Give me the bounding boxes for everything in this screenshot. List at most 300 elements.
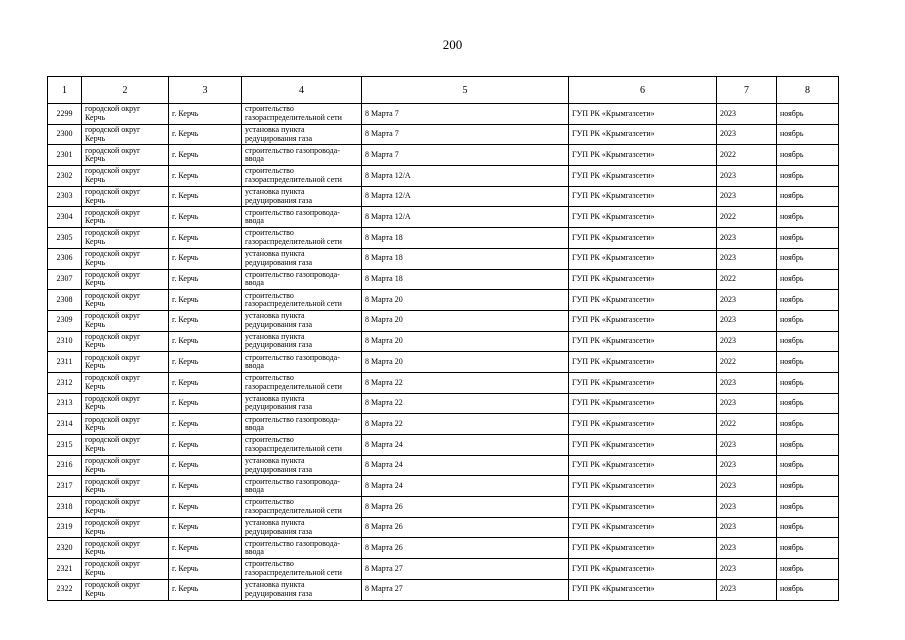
month-cell: ноябрь	[777, 331, 839, 352]
address-cell: 8 Марта 27	[362, 559, 569, 580]
work-type-cell-line: строительство	[245, 290, 294, 300]
municipality-cell-line: Керчь	[85, 526, 106, 536]
municipality-cell	[82, 228, 169, 249]
municipality-cell-line: Керчь	[85, 423, 106, 433]
table-row	[48, 269, 839, 290]
municipality-cell-line: городской округ	[85, 456, 141, 466]
municipality-cell-line: городской округ	[85, 580, 141, 590]
table-row	[48, 579, 839, 600]
address-cell: 8 Марта 27	[362, 579, 569, 600]
address-cell: 8 Марта 22	[362, 414, 569, 435]
month-cell: ноябрь	[777, 166, 839, 187]
municipality-cell-line: городской округ	[85, 476, 141, 486]
organization-cell: ГУП РК «Крымгазсети»	[569, 310, 717, 331]
work-type-cell-line: строительство	[245, 373, 294, 383]
municipality-cell	[82, 372, 169, 393]
city-cell: г. Керчь	[169, 517, 242, 538]
year-cell: 2023	[717, 290, 777, 311]
municipality-cell	[82, 104, 169, 125]
municipality-cell-line: городской округ	[85, 290, 141, 300]
table-row	[48, 124, 839, 145]
municipality-cell-line: городской округ	[85, 538, 141, 548]
municipality-cell	[82, 352, 169, 373]
municipality-cell	[82, 579, 169, 600]
organization-cell: ГУП РК «Крымгазсети»	[569, 476, 717, 497]
work-type-cell	[242, 104, 362, 125]
year-cell: 2023	[717, 476, 777, 497]
work-type-cell-line: редуцирования газа	[245, 319, 313, 329]
work-type-cell	[242, 455, 362, 476]
work-type-cell-line: строительство газопровода-	[245, 352, 340, 362]
municipality-cell-line: Керчь	[85, 319, 106, 329]
address-cell: 8 Марта 7	[362, 145, 569, 166]
municipality-cell-line: городской округ	[85, 373, 141, 383]
municipality-cell-line: городской округ	[85, 414, 141, 424]
work-type-cell-line: газораспределительной сети	[245, 381, 342, 391]
work-type-cell-line: газораспределительной сети	[245, 174, 342, 184]
municipality-cell	[82, 497, 169, 518]
work-type-cell-line: редуцирования газа	[245, 526, 313, 536]
address-cell: 8 Марта 7	[362, 104, 569, 125]
city-cell: г. Керчь	[169, 497, 242, 518]
work-type-cell	[242, 331, 362, 352]
municipality-cell	[82, 435, 169, 456]
work-type-cell-line: установка пункта	[245, 331, 305, 341]
municipality-cell	[82, 290, 169, 311]
work-type-cell-line: установка пункта	[245, 518, 305, 528]
table-row	[48, 310, 839, 331]
column-header: 4	[242, 77, 362, 104]
table-row	[48, 186, 839, 207]
work-type-cell	[242, 393, 362, 414]
municipality-cell	[82, 248, 169, 269]
work-type-cell-line: ввода	[245, 423, 264, 433]
work-type-cell-line: ввода	[245, 547, 264, 557]
month-cell: ноябрь	[777, 372, 839, 393]
month-cell: ноябрь	[777, 393, 839, 414]
month-cell: ноябрь	[777, 104, 839, 125]
organization-cell: ГУП РК «Крымгазсети»	[569, 269, 717, 290]
month-cell: ноябрь	[777, 497, 839, 518]
work-type-cell	[242, 414, 362, 435]
municipality-cell	[82, 124, 169, 145]
row-number: 2306	[48, 248, 82, 269]
organization-cell: ГУП РК «Крымгазсети»	[569, 579, 717, 600]
city-cell: г. Керчь	[169, 559, 242, 580]
year-cell: 2023	[717, 331, 777, 352]
work-type-cell	[242, 207, 362, 228]
row-number: 2301	[48, 145, 82, 166]
organization-cell: ГУП РК «Крымгазсети»	[569, 538, 717, 559]
table-row	[48, 517, 839, 538]
work-type-cell	[242, 352, 362, 373]
organization-cell: ГУП РК «Крымгазсети»	[569, 186, 717, 207]
column-header: 7	[717, 77, 777, 104]
table-body	[48, 104, 839, 601]
work-type-cell-line: строительство газопровода-	[245, 476, 340, 486]
municipality-cell-line: Керчь	[85, 443, 106, 453]
table-row	[48, 372, 839, 393]
work-type-cell-line: газораспределительной сети	[245, 567, 342, 577]
year-cell: 2022	[717, 145, 777, 166]
row-number: 2308	[48, 290, 82, 311]
address-cell: 8 Марта 24	[362, 476, 569, 497]
table-row	[48, 104, 839, 125]
municipality-cell-line: Керчь	[85, 567, 106, 577]
municipality-cell	[82, 559, 169, 580]
city-cell: г. Керчь	[169, 228, 242, 249]
work-type-cell-line: газораспределительной сети	[245, 112, 342, 122]
work-type-cell-line: строительство газопровода-	[245, 269, 340, 279]
work-type-cell-line: строительство	[245, 497, 294, 507]
address-cell: 8 Марта 12/А	[362, 166, 569, 187]
municipality-cell-line: Керчь	[85, 236, 106, 246]
year-cell: 2023	[717, 393, 777, 414]
city-cell: г. Керчь	[169, 290, 242, 311]
year-cell: 2023	[717, 186, 777, 207]
municipality-cell	[82, 538, 169, 559]
table-row	[48, 290, 839, 311]
work-type-cell	[242, 228, 362, 249]
address-cell: 8 Марта 24	[362, 455, 569, 476]
organization-cell: ГУП РК «Крымгазсети»	[569, 497, 717, 518]
organization-cell: ГУП РК «Крымгазсети»	[569, 372, 717, 393]
year-cell: 2023	[717, 166, 777, 187]
month-cell: ноябрь	[777, 290, 839, 311]
city-cell: г. Керчь	[169, 207, 242, 228]
month-cell: ноябрь	[777, 186, 839, 207]
register-table	[47, 76, 839, 601]
column-header: 5	[362, 77, 569, 104]
municipality-cell-line: городской округ	[85, 249, 141, 259]
work-type-cell-line: газораспределительной сети	[245, 505, 342, 515]
work-type-cell-line: газораспределительной сети	[245, 443, 342, 453]
table-row	[48, 538, 839, 559]
work-type-cell-line: строительство газопровода-	[245, 145, 340, 155]
row-number: 2303	[48, 186, 82, 207]
municipality-cell-line: Керчь	[85, 278, 106, 288]
city-cell: г. Керчь	[169, 331, 242, 352]
city-cell: г. Керчь	[169, 476, 242, 497]
municipality-cell	[82, 331, 169, 352]
work-type-cell-line: установка пункта	[245, 249, 305, 259]
city-cell: г. Керчь	[169, 414, 242, 435]
year-cell: 2023	[717, 455, 777, 476]
work-type-cell	[242, 145, 362, 166]
city-cell: г. Керчь	[169, 186, 242, 207]
organization-cell: ГУП РК «Крымгазсети»	[569, 228, 717, 249]
month-cell: ноябрь	[777, 310, 839, 331]
work-type-cell-line: ввода	[245, 278, 264, 288]
address-cell: 8 Марта 20	[362, 310, 569, 331]
municipality-cell-line: городской округ	[85, 104, 141, 114]
year-cell: 2023	[717, 435, 777, 456]
municipality-cell-line: Керчь	[85, 588, 106, 598]
row-number: 2319	[48, 517, 82, 538]
work-type-cell-line: строительство	[245, 435, 294, 445]
table-row	[48, 455, 839, 476]
address-cell: 8 Марта 12/А	[362, 207, 569, 228]
month-cell: ноябрь	[777, 414, 839, 435]
month-cell: ноябрь	[777, 228, 839, 249]
city-cell: г. Керчь	[169, 145, 242, 166]
table-row	[48, 228, 839, 249]
work-type-cell	[242, 124, 362, 145]
table-row	[48, 414, 839, 435]
table-row	[48, 248, 839, 269]
organization-cell: ГУП РК «Крымгазсети»	[569, 124, 717, 145]
year-cell: 2022	[717, 414, 777, 435]
row-number: 2317	[48, 476, 82, 497]
table-row	[48, 331, 839, 352]
municipality-cell	[82, 517, 169, 538]
month-cell: ноябрь	[777, 455, 839, 476]
municipality-cell	[82, 166, 169, 187]
municipality-cell	[82, 414, 169, 435]
year-cell: 2022	[717, 352, 777, 373]
municipality-cell-line: городской округ	[85, 352, 141, 362]
address-cell: 8 Марта 18	[362, 248, 569, 269]
row-number: 2300	[48, 124, 82, 145]
municipality-cell	[82, 393, 169, 414]
organization-cell: ГУП РК «Крымгазсети»	[569, 145, 717, 166]
year-cell: 2023	[717, 538, 777, 559]
table-row	[48, 145, 839, 166]
page-number: 200	[442, 37, 463, 52]
year-cell: 2023	[717, 228, 777, 249]
row-number: 2305	[48, 228, 82, 249]
municipality-cell-line: городской округ	[85, 145, 141, 155]
municipality-cell-line: городской округ	[85, 559, 141, 569]
row-number: 2321	[48, 559, 82, 580]
month-cell: ноябрь	[777, 579, 839, 600]
municipality-cell-line: Керчь	[85, 361, 106, 371]
month-cell: ноябрь	[777, 559, 839, 580]
city-cell: г. Керчь	[169, 104, 242, 125]
city-cell: г. Керчь	[169, 352, 242, 373]
row-number: 2302	[48, 166, 82, 187]
organization-cell: ГУП РК «Крымгазсети»	[569, 104, 717, 125]
work-type-cell	[242, 372, 362, 393]
work-type-cell	[242, 579, 362, 600]
row-number: 2315	[48, 435, 82, 456]
municipality-cell	[82, 476, 169, 497]
municipality-cell-line: Керчь	[85, 133, 106, 143]
work-type-cell-line: строительство газопровода-	[245, 538, 340, 548]
work-type-cell-line: установка пункта	[245, 456, 305, 466]
address-cell: 8 Марта 26	[362, 497, 569, 518]
municipality-cell-line: Керчь	[85, 216, 106, 226]
municipality-cell-line: Керчь	[85, 402, 106, 412]
table-row	[48, 476, 839, 497]
work-type-cell	[242, 476, 362, 497]
work-type-cell-line: редуцирования газа	[245, 588, 313, 598]
column-header: 2	[82, 77, 169, 104]
address-cell: 8 Марта 22	[362, 393, 569, 414]
work-type-cell-line: установка пункта	[245, 125, 305, 135]
municipality-cell-line: городской округ	[85, 393, 141, 403]
city-cell: г. Керчь	[169, 455, 242, 476]
municipality-cell-line: Керчь	[85, 381, 106, 391]
city-cell: г. Керчь	[169, 435, 242, 456]
organization-cell: ГУП РК «Крымгазсети»	[569, 455, 717, 476]
year-cell: 2023	[717, 559, 777, 580]
row-number: 2304	[48, 207, 82, 228]
municipality-cell-line: городской округ	[85, 166, 141, 176]
year-cell: 2023	[717, 104, 777, 125]
city-cell: г. Керчь	[169, 124, 242, 145]
month-cell: ноябрь	[777, 124, 839, 145]
address-cell: 8 Марта 22	[362, 372, 569, 393]
year-cell: 2023	[717, 517, 777, 538]
year-cell: 2023	[717, 248, 777, 269]
municipality-cell-line: городской округ	[85, 435, 141, 445]
city-cell: г. Керчь	[169, 372, 242, 393]
address-cell: 8 Марта 20	[362, 331, 569, 352]
address-cell: 8 Марта 18	[362, 228, 569, 249]
work-type-cell	[242, 166, 362, 187]
municipality-cell-line: Керчь	[85, 112, 106, 122]
municipality-cell	[82, 186, 169, 207]
month-cell: ноябрь	[777, 207, 839, 228]
work-type-cell-line: ввода	[245, 216, 264, 226]
work-type-cell-line: газораспределительной сети	[245, 236, 342, 246]
organization-cell: ГУП РК «Крымгазсети»	[569, 559, 717, 580]
work-type-cell	[242, 559, 362, 580]
work-type-cell-line: редуцирования газа	[245, 195, 313, 205]
table-row	[48, 559, 839, 580]
municipality-cell-line: городской округ	[85, 187, 141, 197]
month-cell: ноябрь	[777, 517, 839, 538]
municipality-cell-line: городской округ	[85, 311, 141, 321]
organization-cell: ГУП РК «Крымгазсети»	[569, 290, 717, 311]
address-cell: 8 Марта 12/А	[362, 186, 569, 207]
municipality-cell-line: Керчь	[85, 505, 106, 515]
city-cell: г. Керчь	[169, 269, 242, 290]
work-type-cell-line: установка пункта	[245, 311, 305, 321]
row-number: 2311	[48, 352, 82, 373]
city-cell: г. Керчь	[169, 166, 242, 187]
month-cell: ноябрь	[777, 352, 839, 373]
organization-cell: ГУП РК «Крымгазсети»	[569, 331, 717, 352]
work-type-cell-line: строительство	[245, 228, 294, 238]
work-type-cell	[242, 310, 362, 331]
address-cell: 8 Марта 26	[362, 538, 569, 559]
table-row	[48, 166, 839, 187]
row-number: 2307	[48, 269, 82, 290]
municipality-cell	[82, 145, 169, 166]
work-type-cell-line: ввода	[245, 485, 264, 495]
month-cell: ноябрь	[777, 476, 839, 497]
month-cell: ноябрь	[777, 145, 839, 166]
municipality-cell	[82, 455, 169, 476]
address-cell: 8 Марта 7	[362, 124, 569, 145]
row-number: 2318	[48, 497, 82, 518]
municipality-cell-line: Керчь	[85, 547, 106, 557]
work-type-cell-line: редуцирования газа	[245, 464, 313, 474]
year-cell: 2023	[717, 579, 777, 600]
row-number: 2309	[48, 310, 82, 331]
work-type-cell	[242, 186, 362, 207]
city-cell: г. Керчь	[169, 248, 242, 269]
municipality-cell-line: городской округ	[85, 518, 141, 528]
work-type-cell-line: редуцирования газа	[245, 257, 313, 267]
column-header: 8	[777, 77, 839, 104]
address-cell: 8 Марта 24	[362, 435, 569, 456]
work-type-cell-line: строительство	[245, 104, 294, 114]
work-type-cell	[242, 538, 362, 559]
work-type-cell-line: строительство газопровода-	[245, 414, 340, 424]
work-type-cell	[242, 269, 362, 290]
municipality-cell	[82, 310, 169, 331]
city-cell: г. Керчь	[169, 393, 242, 414]
municipality-cell-line: Керчь	[85, 174, 106, 184]
municipality-cell-line: городской округ	[85, 228, 141, 238]
municipality-cell-line: городской округ	[85, 207, 141, 217]
month-cell: ноябрь	[777, 435, 839, 456]
column-header: 1	[48, 77, 82, 104]
year-cell: 2023	[717, 497, 777, 518]
row-number: 2299	[48, 104, 82, 125]
table-row	[48, 393, 839, 414]
year-cell: 2023	[717, 310, 777, 331]
organization-cell: ГУП РК «Крымгазсети»	[569, 166, 717, 187]
work-type-cell	[242, 290, 362, 311]
year-cell: 2023	[717, 372, 777, 393]
organization-cell: ГУП РК «Крымгазсети»	[569, 393, 717, 414]
row-number: 2313	[48, 393, 82, 414]
work-type-cell	[242, 497, 362, 518]
month-cell: ноябрь	[777, 538, 839, 559]
table-row	[48, 435, 839, 456]
municipality-cell	[82, 207, 169, 228]
year-cell: 2022	[717, 269, 777, 290]
address-cell: 8 Марта 20	[362, 352, 569, 373]
row-number: 2310	[48, 331, 82, 352]
month-cell: ноябрь	[777, 248, 839, 269]
municipality-cell-line: Керчь	[85, 340, 106, 350]
work-type-cell	[242, 435, 362, 456]
municipality-cell-line: городской округ	[85, 331, 141, 341]
work-type-cell-line: ввода	[245, 154, 264, 164]
work-type-cell-line: редуцирования газа	[245, 402, 313, 412]
row-number: 2322	[48, 579, 82, 600]
work-type-cell-line: установка пункта	[245, 580, 305, 590]
row-number: 2316	[48, 455, 82, 476]
municipality-cell-line: Керчь	[85, 464, 106, 474]
city-cell: г. Керчь	[169, 310, 242, 331]
municipality-cell-line: городской округ	[85, 125, 141, 135]
organization-cell: ГУП РК «Крымгазсети»	[569, 414, 717, 435]
row-number: 2320	[48, 538, 82, 559]
work-type-cell-line: установка пункта	[245, 393, 305, 403]
organization-cell: ГУП РК «Крымгазсети»	[569, 435, 717, 456]
header-row	[48, 77, 839, 104]
work-type-cell-line: редуцирования газа	[245, 133, 313, 143]
organization-cell: ГУП РК «Крымгазсети»	[569, 517, 717, 538]
column-header: 6	[569, 77, 717, 104]
municipality-cell-line: Керчь	[85, 257, 106, 267]
table-row	[48, 207, 839, 228]
year-cell: 2022	[717, 207, 777, 228]
address-cell: 8 Марта 18	[362, 269, 569, 290]
address-cell: 8 Марта 26	[362, 517, 569, 538]
city-cell: г. Керчь	[169, 538, 242, 559]
municipality-cell-line: Керчь	[85, 195, 106, 205]
city-cell: г. Керчь	[169, 579, 242, 600]
municipality-cell	[82, 269, 169, 290]
municipality-cell-line: городской округ	[85, 269, 141, 279]
